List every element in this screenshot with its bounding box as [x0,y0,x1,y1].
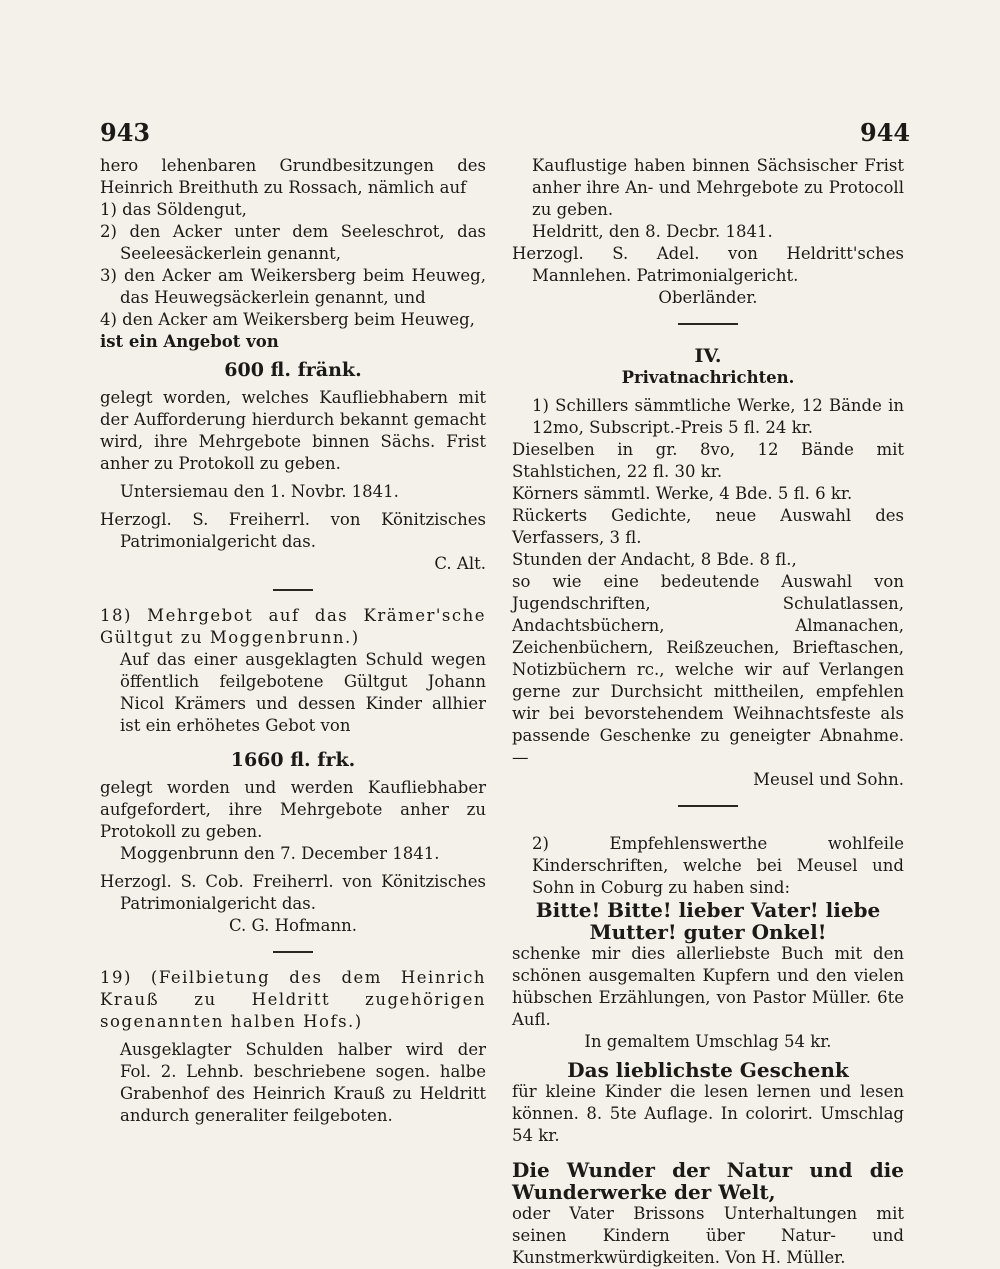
sale-notice-date: Heldritt, den 8. Decbr. 1841. [532,222,773,241]
ad-koerner: Körners sämmtl. Werke, 4 Bde. 5 fl. 6 kr. [512,484,853,503]
ad-andacht: Stunden der Andacht, 8 Bde. 8 fl., [512,550,797,569]
book-wunder-body: oder Vater Brissons Unterhaltungen mit seinen Kindern über Natur- und Kunstmerkwürdigkeiten. Von H. Müller. [512,1204,904,1267]
notice-18-date: Moggenbrunn den 7. December 1841. [120,844,440,863]
auction-authority: Herzogl. S. Freiherrl. von Könitzisches Patrimonialgericht das. [100,510,486,551]
book-wunder-title: Die Wunder der Natur und die Wunderwerke der Welt, [512,1158,904,1204]
book-bitte-title: Bitte! Bitte! lieber Vater! liebe Mutter! guter Onkel! [535,898,881,944]
auction-item-1: 1) das Söldengut, [100,200,247,219]
book-geschenk-title: Das lieblichste Geschenk [567,1058,849,1082]
book-bitte-body: schenke mir dies allerliebste Buch mit den schönen ausgemalten Kupfern und den vielen hübschen Erzählungen, von Pastor Müller. 6te Aufl. [512,944,904,1029]
notice-18-authority: Herzogl. S. Cob. Freiherrl. von Könitzisches Patrimonialgericht das. [100,872,486,913]
ad-schiller-large: Dieselben in gr. 8vo, 12 Bände mit Stahlstichen, 22 fl. 30 kr. [512,440,904,481]
notice-19-title: 19) (Feilbietung des dem Heinrich Krauß zu Heldritt zugehörigen sogenannten halben Hofs.) [100,968,486,1031]
notice-18-body2: gelegt worden und werden Kaufliebhaber aufgefordert, ihre Mehrgebote anher zu Protokoll zu geben. [100,778,486,841]
page-number-left: 943 [100,118,151,147]
divider [678,323,738,325]
sale-notice-signer: Oberländer. [658,288,758,307]
auction-item-4: 4) den Acker am Weikersberg beim Heuweg, [100,310,475,329]
book-bitte-price: In gemaltem Umschlag 54 kr. [584,1032,832,1051]
notice-18-title: 18) Mehrgebot auf das Krämer'sche Gültgut zu Moggenbrunn.) [100,606,486,647]
offer-line: ist ein Angebot von [100,332,279,351]
sale-notice-authority: Herzogl. S. Adel. von Heldritt'sches Mannlehen. Patrimonialgericht. [512,244,904,285]
auction-item-2: 2) den Acker unter dem Seeleschrot, das Seeleesäckerlein genannt, [100,222,486,263]
right-column [512,155,904,1269]
notice-18-signer: C. G. Hofmann. [228,916,358,935]
page-number-right: 944 [860,118,911,147]
divider [273,589,313,591]
divider [678,805,738,807]
sale-notice-body: Kauflustige haben binnen Sächsischer Frist anher ihre An- und Mehrgebote zu Protocoll zu geben. [532,156,904,219]
ad-signer: Meusel und Sohn. [753,770,904,789]
auction-body: gelegt worden, welches Kaufliebhabern mit der Aufforderung hierdurch bekannt gemacht wird, ihre Mehrgebote binnen Sächs. Frist anher zu Protokoll zu geben. [100,388,486,473]
auction-date: Untersiemau den 1. Novbr. 1841. [120,482,399,501]
ad-assortment: so wie eine bedeutende Auswahl von Jugendschriften, Schulatlassen, Andachtsbüchern, Almanachen, Zeichenbüchern, Reißzeuchen, Brieftaschen, Notizbüchern rc., welche wir auf Verlangen gerne zur Durchsicht mittheilen, empfehlen wir bei bevorstehendem Weihnachtsfeste als passende Geschenke zu geneigter Abnahme. — [512,572,904,767]
ad-kinderschriften-intro: 2) Empfehlenswerthe wohlfeile Kinderschriften, welche bei Meusel und Sohn in Coburg zu haben sind: [532,834,904,897]
ad-rueckert: Rückerts Gedichte, neue Auswahl des Verfassers, 3 fl. [512,506,904,547]
notice-18-amount: 1660 fl. frk. [230,749,356,771]
auction-item-3: 3) den Acker am Weikersberg beim Heuweg, das Heuwegsäckerlein genannt, und [100,266,486,307]
auction-intro: hero lehenbaren Grundbesitzungen des Heinrich Breithuth zu Rossach, nämlich auf [100,156,486,197]
offer-amount: 600 fl. fränk. [224,359,362,381]
notice-18-body: Auf das einer ausgeklagten Schuld wegen öffentlich feilgebotene Gültgut Johann Nicol Krämers und dessen Kinder allhier ist ein erhöhetes Gebot von [120,650,486,735]
left-column [100,155,486,1127]
book-geschenk-body: für kleine Kinder die lesen lernen und lesen können. 8. 5te Auflage. In colorirt. Umschlag 54 kr. [512,1082,904,1145]
section-number: IV. [694,345,722,367]
divider [273,951,313,953]
section-title: Privatnachrichten. [621,368,795,387]
ad-schiller: 1) Schillers sämmtliche Werke, 12 Bände in 12mo, Subscript.-Preis 5 fl. 24 kr. [532,396,904,437]
auction-signer: C. Alt. [434,554,486,573]
notice-19-body: Ausgeklagter Schulden halber wird der Fol. 2. Lehnb. beschriebene sogen. halbe Grabenhof des Heinrich Krauß zu Heldritt andurch generaliter feilgeboten. [120,1040,486,1125]
